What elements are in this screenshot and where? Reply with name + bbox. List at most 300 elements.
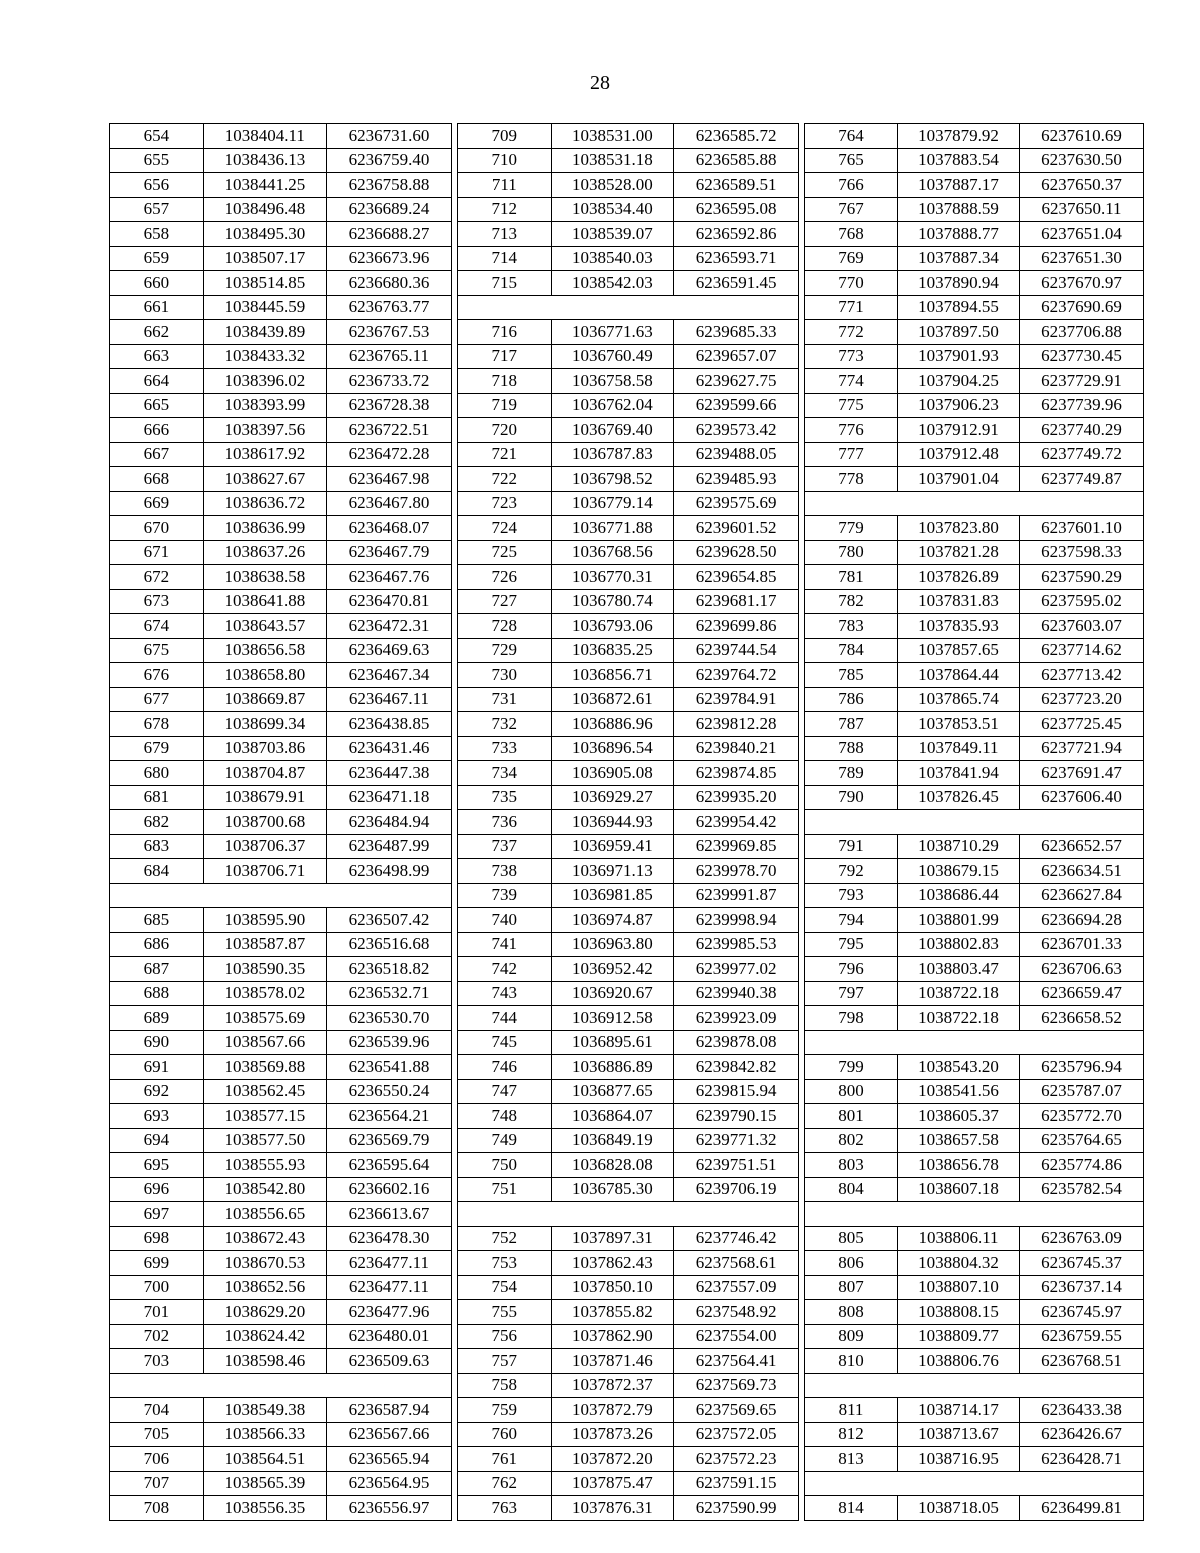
y-coordinate-cell: 6237603.07	[1020, 614, 1144, 639]
y-coordinate-cell: 6236471.18	[326, 785, 451, 810]
x-coordinate-cell: 1038679.15	[898, 859, 1020, 884]
x-coordinate-cell: 1036952.42	[551, 957, 674, 982]
table-row	[110, 834, 452, 859]
table-row	[805, 369, 1144, 394]
x-coordinate-cell: 1036849.19	[551, 1128, 674, 1153]
x-coordinate-cell: 1037906.23	[898, 393, 1020, 418]
point-number-cell: 683	[110, 834, 204, 859]
x-coordinate-cell: 1038804.32	[898, 1251, 1020, 1276]
table-row	[805, 1422, 1144, 1447]
x-coordinate-cell: 1038495.30	[203, 222, 326, 247]
point-number-cell: 776	[805, 418, 898, 443]
table-row	[110, 981, 452, 1006]
table-row	[110, 173, 452, 198]
y-coordinate-cell: 6235764.65	[1020, 1128, 1144, 1153]
point-number-cell: 743	[458, 981, 552, 1006]
point-number-cell: 707	[110, 1471, 204, 1496]
table-row	[805, 516, 1144, 541]
x-coordinate-cell: 1038531.18	[551, 148, 674, 173]
y-coordinate-cell: 6237590.99	[674, 1496, 799, 1521]
point-number-cell: 806	[805, 1251, 898, 1276]
table-row	[458, 1471, 799, 1496]
table-row	[458, 271, 799, 296]
y-coordinate-cell: 6236634.51	[1020, 859, 1144, 884]
table-row	[110, 1153, 452, 1178]
x-coordinate-cell: 1038542.80	[203, 1177, 326, 1202]
y-coordinate-cell: 6239488.05	[674, 442, 799, 467]
point-number-cell: 658	[110, 222, 204, 247]
y-coordinate-cell: 6239573.42	[674, 418, 799, 443]
x-coordinate-cell: 1036787.83	[551, 442, 674, 467]
point-number-cell: 727	[458, 589, 552, 614]
point-number-cell: 721	[458, 442, 552, 467]
table-row	[110, 1251, 452, 1276]
y-coordinate-cell: 6236477.11	[326, 1275, 451, 1300]
x-coordinate-cell: 1036856.71	[551, 663, 674, 688]
y-coordinate-cell: 6236587.94	[326, 1398, 451, 1423]
x-coordinate-cell: 1036769.40	[551, 418, 674, 443]
y-coordinate-cell: 6237564.41	[674, 1349, 799, 1374]
y-coordinate-cell: 6236565.94	[326, 1447, 451, 1472]
y-coordinate-cell: 6239699.86	[674, 614, 799, 639]
y-coordinate-cell: 6236652.57	[1020, 834, 1144, 859]
x-coordinate-cell: 1038722.18	[898, 1006, 1020, 1031]
y-coordinate-cell: 6236765.11	[326, 344, 451, 369]
point-number-cell: 659	[110, 246, 204, 271]
y-coordinate-cell: 6236745.97	[1020, 1300, 1144, 1325]
x-coordinate-cell: 1037831.83	[898, 589, 1020, 614]
point-number-cell: 785	[805, 663, 898, 688]
table-row	[805, 295, 1144, 320]
x-coordinate-cell: 1038396.02	[203, 369, 326, 394]
point-number-cell: 666	[110, 418, 204, 443]
x-coordinate-cell: 1037872.20	[551, 1447, 674, 1472]
x-coordinate-cell: 1036771.63	[551, 320, 674, 345]
table-row	[458, 1128, 799, 1153]
y-coordinate-cell: 6236507.42	[326, 908, 451, 933]
x-coordinate-cell: 1037862.90	[551, 1324, 674, 1349]
x-coordinate-cell: 1036895.61	[551, 1030, 674, 1055]
y-coordinate-cell: 6237651.30	[1020, 246, 1144, 271]
table-row	[458, 369, 799, 394]
point-number-cell: 780	[805, 540, 898, 565]
x-coordinate-cell: 1038607.18	[898, 1177, 1020, 1202]
x-coordinate-cell: 1038656.58	[203, 638, 326, 663]
x-coordinate-cell: 1036944.93	[551, 810, 674, 835]
table-row	[110, 761, 452, 786]
x-coordinate-cell: 1038710.29	[898, 834, 1020, 859]
x-coordinate-cell: 1038595.90	[203, 908, 326, 933]
x-coordinate-cell: 1038700.68	[203, 810, 326, 835]
x-coordinate-cell: 1038496.48	[203, 197, 326, 222]
table-row	[805, 540, 1144, 565]
point-number-cell: 663	[110, 344, 204, 369]
point-number-cell: 717	[458, 344, 552, 369]
x-coordinate-cell: 1038656.78	[898, 1153, 1020, 1178]
table-row	[110, 124, 452, 149]
table-row	[110, 638, 452, 663]
x-coordinate-cell: 1038514.85	[203, 271, 326, 296]
y-coordinate-cell: 6236468.07	[326, 516, 451, 541]
table-row	[805, 957, 1144, 982]
y-coordinate-cell: 6236701.33	[1020, 932, 1144, 957]
x-coordinate-cell: 1038643.57	[203, 614, 326, 639]
y-coordinate-cell: 6239923.09	[674, 1006, 799, 1031]
y-coordinate-cell: 6237729.91	[1020, 369, 1144, 394]
y-coordinate-cell: 6237721.94	[1020, 736, 1144, 761]
x-coordinate-cell: 1038679.91	[203, 785, 326, 810]
y-coordinate-cell: 6236759.40	[326, 148, 451, 173]
point-number-cell: 665	[110, 393, 204, 418]
point-number-cell: 654	[110, 124, 204, 149]
y-coordinate-cell: 6236602.16	[326, 1177, 451, 1202]
table-row	[805, 1153, 1144, 1178]
x-coordinate-cell: 1036828.08	[551, 1153, 674, 1178]
table-row	[458, 834, 799, 859]
point-number-cell: 745	[458, 1030, 552, 1055]
y-coordinate-cell: 6236509.63	[326, 1349, 451, 1374]
y-coordinate-cell: 6237610.69	[1020, 124, 1144, 149]
point-number-cell: 746	[458, 1055, 552, 1080]
y-coordinate-cell: 6236585.88	[674, 148, 799, 173]
x-coordinate-cell: 1038605.37	[898, 1104, 1020, 1129]
table-row	[458, 418, 799, 443]
y-coordinate-cell: 6236763.09	[1020, 1226, 1144, 1251]
y-coordinate-cell: 6236518.82	[326, 957, 451, 982]
point-number-cell: 753	[458, 1251, 552, 1276]
table-row	[110, 393, 452, 418]
x-coordinate-cell: 1038627.67	[203, 467, 326, 492]
x-coordinate-cell: 1037887.34	[898, 246, 1020, 271]
x-coordinate-cell: 1038445.59	[203, 295, 326, 320]
x-coordinate-cell: 1037855.82	[551, 1300, 674, 1325]
point-number-cell: 702	[110, 1324, 204, 1349]
table-row	[458, 1055, 799, 1080]
table-row	[805, 173, 1144, 198]
table-row	[805, 148, 1144, 173]
x-coordinate-cell: 1038598.46	[203, 1349, 326, 1374]
table-row	[805, 1006, 1144, 1031]
y-coordinate-cell: 6236470.81	[326, 589, 451, 614]
table-row	[805, 638, 1144, 663]
table-row	[110, 344, 452, 369]
point-number-cell: 802	[805, 1128, 898, 1153]
x-coordinate-cell: 1038652.56	[203, 1275, 326, 1300]
y-coordinate-cell: 6239771.32	[674, 1128, 799, 1153]
table-row	[805, 859, 1144, 884]
y-coordinate-cell: 6239812.28	[674, 712, 799, 737]
point-number-cell: 803	[805, 1153, 898, 1178]
x-coordinate-cell: 1036758.58	[551, 369, 674, 394]
point-number-cell: 808	[805, 1300, 898, 1325]
x-coordinate-cell: 1038706.71	[203, 859, 326, 884]
table-row	[110, 516, 452, 541]
y-coordinate-cell: 6239874.85	[674, 761, 799, 786]
table-row	[110, 687, 452, 712]
point-number-cell: 676	[110, 663, 204, 688]
point-number-cell: 779	[805, 516, 898, 541]
y-coordinate-cell: 6237554.00	[674, 1324, 799, 1349]
separator-row	[805, 810, 1144, 835]
y-coordinate-cell: 6236768.51	[1020, 1349, 1144, 1374]
y-coordinate-cell: 6235772.70	[1020, 1104, 1144, 1129]
table-row	[805, 785, 1144, 810]
y-coordinate-cell: 6236613.67	[326, 1202, 451, 1227]
point-number-cell: 674	[110, 614, 204, 639]
table-row	[110, 565, 452, 590]
x-coordinate-cell: 1038636.72	[203, 491, 326, 516]
y-coordinate-cell: 6236722.51	[326, 418, 451, 443]
separator-cell	[458, 295, 799, 320]
point-number-cell: 763	[458, 1496, 552, 1521]
x-coordinate-cell: 1038669.87	[203, 687, 326, 712]
x-coordinate-cell: 1037857.65	[898, 638, 1020, 663]
table-row	[805, 981, 1144, 1006]
y-coordinate-cell: 6239784.91	[674, 687, 799, 712]
x-coordinate-cell: 1038543.20	[898, 1055, 1020, 1080]
x-coordinate-cell: 1038636.99	[203, 516, 326, 541]
x-coordinate-cell: 1038566.33	[203, 1422, 326, 1447]
y-coordinate-cell: 6236758.88	[326, 173, 451, 198]
coordinate-table	[457, 123, 799, 1521]
x-coordinate-cell: 1037897.31	[551, 1226, 674, 1251]
y-coordinate-cell: 6235796.94	[1020, 1055, 1144, 1080]
y-coordinate-cell: 6236658.52	[1020, 1006, 1144, 1031]
point-number-cell: 794	[805, 908, 898, 933]
y-coordinate-cell: 6236733.72	[326, 369, 451, 394]
table-row	[458, 1079, 799, 1104]
point-number-cell: 771	[805, 295, 898, 320]
x-coordinate-cell: 1036920.67	[551, 981, 674, 1006]
point-number-cell: 697	[110, 1202, 204, 1227]
y-coordinate-cell: 6236467.34	[326, 663, 451, 688]
y-coordinate-cell: 6236469.63	[326, 638, 451, 663]
x-coordinate-cell: 1038577.15	[203, 1104, 326, 1129]
point-number-cell: 800	[805, 1079, 898, 1104]
table-row	[110, 1202, 452, 1227]
x-coordinate-cell: 1036779.14	[551, 491, 674, 516]
x-coordinate-cell: 1038808.15	[898, 1300, 1020, 1325]
y-coordinate-cell: 6236767.53	[326, 320, 451, 345]
table-row	[458, 124, 799, 149]
point-number-cell: 693	[110, 1104, 204, 1129]
y-coordinate-cell: 6236447.38	[326, 761, 451, 786]
x-coordinate-cell: 1036886.96	[551, 712, 674, 737]
table-row	[110, 1055, 452, 1080]
x-coordinate-cell: 1036974.87	[551, 908, 674, 933]
point-number-cell: 732	[458, 712, 552, 737]
point-number-cell: 700	[110, 1275, 204, 1300]
point-number-cell: 783	[805, 614, 898, 639]
y-coordinate-cell: 6236564.95	[326, 1471, 451, 1496]
x-coordinate-cell: 1038539.07	[551, 222, 674, 247]
point-number-cell: 790	[805, 785, 898, 810]
point-number-cell: 799	[805, 1055, 898, 1080]
x-coordinate-cell: 1038658.80	[203, 663, 326, 688]
x-coordinate-cell: 1037875.47	[551, 1471, 674, 1496]
y-coordinate-cell: 6239685.33	[674, 320, 799, 345]
point-number-cell: 767	[805, 197, 898, 222]
y-coordinate-cell: 6239706.19	[674, 1177, 799, 1202]
table-row	[110, 1300, 452, 1325]
table-row	[805, 1398, 1144, 1423]
point-number-cell: 722	[458, 467, 552, 492]
table-row	[805, 246, 1144, 271]
table-row	[805, 1055, 1144, 1080]
point-number-cell: 691	[110, 1055, 204, 1080]
x-coordinate-cell: 1036793.06	[551, 614, 674, 639]
x-coordinate-cell: 1038686.44	[898, 883, 1020, 908]
y-coordinate-cell: 6236499.81	[1020, 1496, 1144, 1521]
x-coordinate-cell: 1038806.11	[898, 1226, 1020, 1251]
point-number-cell: 731	[458, 687, 552, 712]
y-coordinate-cell: 6239657.07	[674, 344, 799, 369]
point-number-cell: 713	[458, 222, 552, 247]
y-coordinate-cell: 6236659.47	[1020, 981, 1144, 1006]
x-coordinate-cell: 1038802.83	[898, 932, 1020, 957]
point-number-cell: 681	[110, 785, 204, 810]
table-row	[110, 957, 452, 982]
point-number-cell: 719	[458, 393, 552, 418]
y-coordinate-cell: 6236595.08	[674, 197, 799, 222]
point-number-cell: 662	[110, 320, 204, 345]
point-number-cell: 726	[458, 565, 552, 590]
table-row	[110, 785, 452, 810]
y-coordinate-cell: 6236728.38	[326, 393, 451, 418]
point-number-cell: 706	[110, 1447, 204, 1472]
table-row	[458, 638, 799, 663]
table-row	[805, 124, 1144, 149]
y-coordinate-cell: 6236680.36	[326, 271, 451, 296]
point-number-cell: 728	[458, 614, 552, 639]
y-coordinate-cell: 6237749.87	[1020, 467, 1144, 492]
table-row	[458, 222, 799, 247]
table-row	[805, 1104, 1144, 1129]
x-coordinate-cell: 1038569.88	[203, 1055, 326, 1080]
point-number-cell: 774	[805, 369, 898, 394]
table-row	[458, 1226, 799, 1251]
y-coordinate-cell: 6237713.42	[1020, 663, 1144, 688]
x-coordinate-cell: 1038672.43	[203, 1226, 326, 1251]
separator-row	[110, 1373, 452, 1398]
table-row	[458, 1447, 799, 1472]
y-coordinate-cell: 6239627.75	[674, 369, 799, 394]
y-coordinate-cell: 6236467.80	[326, 491, 451, 516]
x-coordinate-cell: 1036912.58	[551, 1006, 674, 1031]
x-coordinate-cell: 1037862.43	[551, 1251, 674, 1276]
x-coordinate-cell: 1038528.00	[551, 173, 674, 198]
table-row	[805, 1447, 1144, 1472]
x-coordinate-cell: 1037912.48	[898, 442, 1020, 467]
y-coordinate-cell: 6236541.88	[326, 1055, 451, 1080]
point-number-cell: 770	[805, 271, 898, 296]
table-row	[110, 908, 452, 933]
point-number-cell: 682	[110, 810, 204, 835]
table-row	[805, 712, 1144, 737]
y-coordinate-cell: 6237569.73	[674, 1373, 799, 1398]
x-coordinate-cell: 1036959.41	[551, 834, 674, 859]
y-coordinate-cell: 6236694.28	[1020, 908, 1144, 933]
y-coordinate-cell: 6237746.42	[674, 1226, 799, 1251]
y-coordinate-cell: 6237606.40	[1020, 785, 1144, 810]
y-coordinate-cell: 6236737.14	[1020, 1275, 1144, 1300]
y-coordinate-cell: 6239575.69	[674, 491, 799, 516]
point-number-cell: 733	[458, 736, 552, 761]
point-number-cell: 696	[110, 1177, 204, 1202]
point-number-cell: 756	[458, 1324, 552, 1349]
table-row	[110, 1006, 452, 1031]
point-number-cell: 749	[458, 1128, 552, 1153]
y-coordinate-cell: 6237739.96	[1020, 393, 1144, 418]
x-coordinate-cell: 1038436.13	[203, 148, 326, 173]
separator-cell	[458, 1202, 799, 1227]
y-coordinate-cell: 6236539.96	[326, 1030, 451, 1055]
point-number-cell: 766	[805, 173, 898, 198]
x-coordinate-cell: 1037872.37	[551, 1373, 674, 1398]
x-coordinate-cell: 1038722.18	[898, 981, 1020, 1006]
point-number-cell: 670	[110, 516, 204, 541]
point-number-cell: 754	[458, 1275, 552, 1300]
point-number-cell: 741	[458, 932, 552, 957]
point-number-cell: 786	[805, 687, 898, 712]
point-number-cell: 711	[458, 173, 552, 198]
point-number-cell: 709	[458, 124, 552, 149]
table-row	[110, 442, 452, 467]
table-row	[458, 565, 799, 590]
y-coordinate-cell: 6239681.17	[674, 589, 799, 614]
page-number: 28	[590, 72, 610, 94]
point-number-cell: 686	[110, 932, 204, 957]
x-coordinate-cell: 1038624.42	[203, 1324, 326, 1349]
point-number-cell: 739	[458, 883, 552, 908]
table-row	[805, 442, 1144, 467]
table-row	[110, 418, 452, 443]
table-row	[458, 736, 799, 761]
x-coordinate-cell: 1036762.04	[551, 393, 674, 418]
table-row	[110, 1349, 452, 1374]
x-coordinate-cell: 1038590.35	[203, 957, 326, 982]
point-number-cell: 750	[458, 1153, 552, 1178]
point-number-cell: 742	[458, 957, 552, 982]
table-row	[458, 687, 799, 712]
x-coordinate-cell: 1038704.87	[203, 761, 326, 786]
table-row	[458, 908, 799, 933]
x-coordinate-cell: 1038567.66	[203, 1030, 326, 1055]
point-number-cell: 797	[805, 981, 898, 1006]
point-number-cell: 764	[805, 124, 898, 149]
point-number-cell: 736	[458, 810, 552, 835]
x-coordinate-cell: 1037871.46	[551, 1349, 674, 1374]
y-coordinate-cell: 6236477.96	[326, 1300, 451, 1325]
y-coordinate-cell: 6237670.97	[1020, 271, 1144, 296]
table-row	[110, 148, 452, 173]
table-row	[805, 320, 1144, 345]
point-number-cell: 690	[110, 1030, 204, 1055]
point-number-cell: 748	[458, 1104, 552, 1129]
y-coordinate-cell: 6239815.94	[674, 1079, 799, 1104]
x-coordinate-cell: 1038703.86	[203, 736, 326, 761]
table-row	[805, 393, 1144, 418]
y-coordinate-cell: 6236516.68	[326, 932, 451, 957]
table-row	[458, 932, 799, 957]
x-coordinate-cell: 1038542.03	[551, 271, 674, 296]
x-coordinate-cell: 1037901.93	[898, 344, 1020, 369]
x-coordinate-cell: 1037897.50	[898, 320, 1020, 345]
separator-cell	[805, 1202, 1144, 1227]
x-coordinate-cell: 1038404.11	[203, 124, 326, 149]
table-row	[805, 589, 1144, 614]
y-coordinate-cell: 6236627.84	[1020, 883, 1144, 908]
